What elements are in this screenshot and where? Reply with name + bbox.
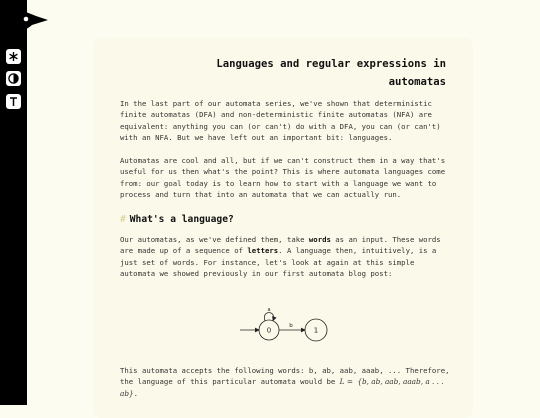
page-title (120, 55, 446, 91)
loop-arrow (264, 313, 273, 321)
math-set: {b, ab, aab, aaab, a . . . ab} (120, 377, 444, 398)
bold-letters: letters (247, 246, 279, 256)
article-card (93, 38, 473, 418)
loop-label: a (267, 307, 271, 313)
state-1-label: 1 (313, 326, 319, 335)
heading-anchor[interactable]: # (120, 214, 126, 225)
fourth-paragraph: This automata accepts the following words: b, ab, aab, aaab, ... Therefore, the language of this particular automata would be L = {b, ab, aab, aaab, a . . . ab}. (120, 366, 450, 398)
state-0-label: 0 (266, 326, 272, 335)
transition-label: b (289, 323, 293, 329)
automata-diagram (236, 304, 336, 354)
second-paragraph: Automatas are cool and all, but if we can't construct them in a way that's useful for us then what's the point? This is where automata languages come from: our goal today is to learn how to start with a language we want to process and turn that into an automata that we can actually run. (120, 156, 446, 199)
asterisk-button[interactable] (6, 49, 21, 64)
font-button[interactable] (6, 94, 21, 109)
logo-icon[interactable] (8, 8, 48, 32)
math-language: L = (339, 377, 353, 387)
section-title: What's a language? (129, 214, 234, 225)
intro-paragraph: In the last part of our automata series, we've shown that deterministic finite automatas (DFA) and non-deterministic finite automatas (NFA) are equivalent: anything you can (or can't) do with a DFA, you can (or can't) with an NFA. But we have left out an important bit: languages. (120, 99, 441, 142)
title-line-2: automatas (388, 76, 446, 88)
bold-words: words (308, 235, 331, 244)
title-line-1: Languages and regular expressions in (216, 58, 446, 70)
section-heading (120, 214, 234, 225)
asterisk-icon (8, 51, 19, 62)
third-paragraph: Our automatas, as we've defined them, take words as an input. These words are made up of a sequence of letters. A language then, intuitively, is a just set of words. For instance, let's look at again at this simple automata we showed previously in our first automata blog post: (120, 235, 441, 278)
theme-toggle-icon (8, 73, 19, 84)
font-icon (8, 96, 19, 107)
theme-toggle-button[interactable] (6, 71, 21, 86)
